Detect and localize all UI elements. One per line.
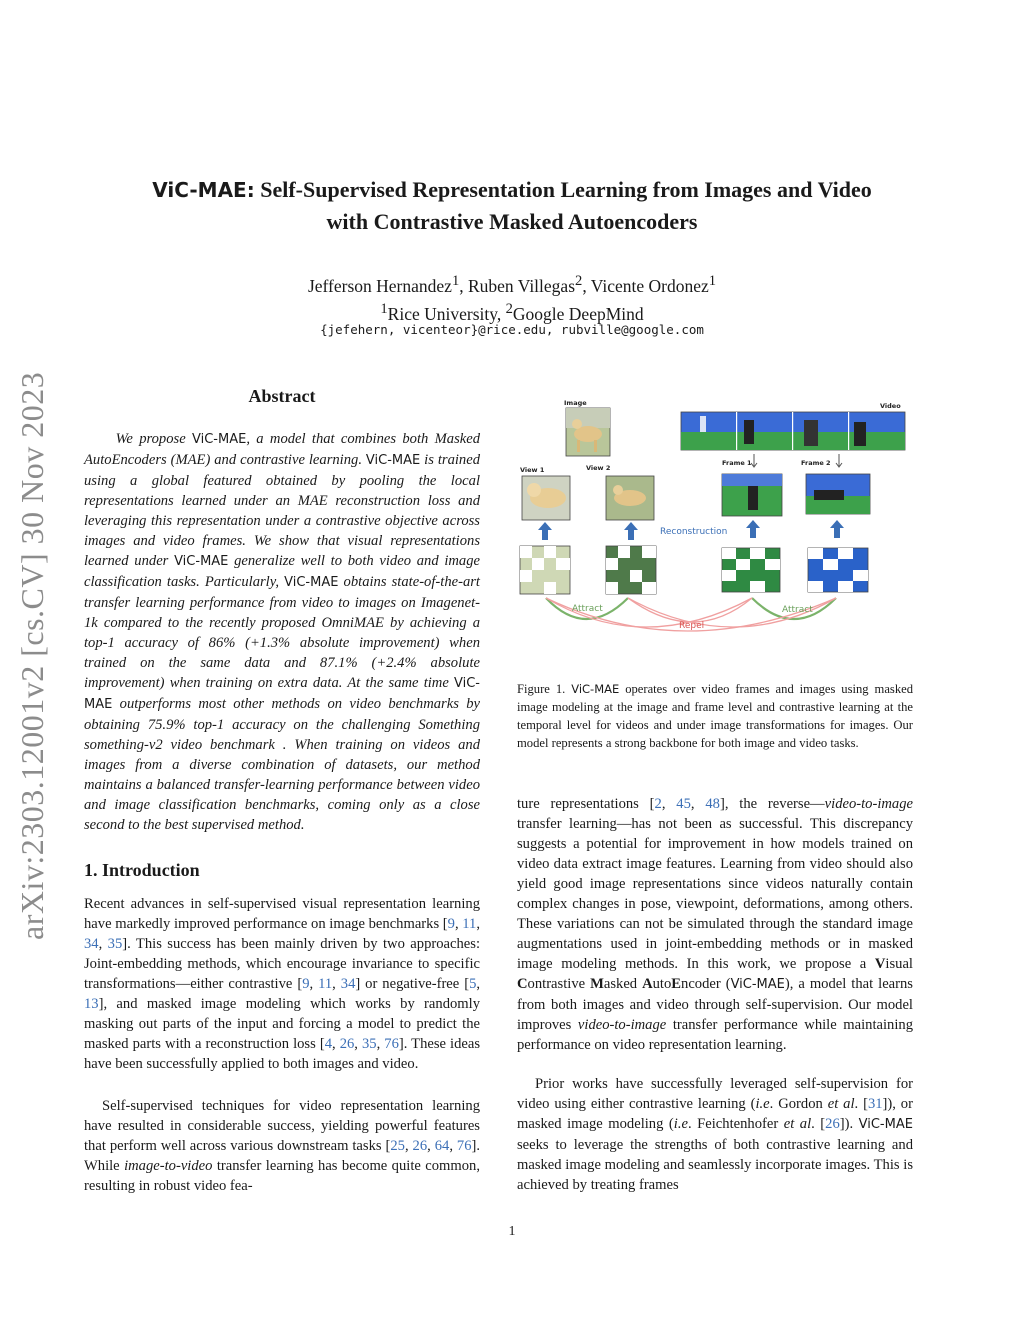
citation-link[interactable]: 4 [324,1036,332,1052]
citation-link[interactable]: 34 [84,936,99,952]
citation-link[interactable]: 76 [456,1138,472,1154]
source-image [566,408,610,456]
figure-1-diagram [514,394,916,638]
label-view-1: View 1 [520,466,545,474]
citation-link[interactable]: 26 [412,1138,428,1154]
citation-link[interactable]: 13 [84,996,99,1012]
masked-frame-1 [722,548,780,592]
masked-view-1 [520,546,570,594]
citation-link[interactable]: 2 [654,796,662,812]
citation-link[interactable]: 5 [469,976,477,992]
citation-link[interactable]: 9 [447,916,455,932]
citation-link[interactable]: 35 [107,936,123,952]
page-number: 1 [508,1224,516,1239]
label-video: Video [880,402,901,410]
title-line2: with Contrastive Masked Autoencoders [326,209,698,234]
author-block: Jefferson Hernandez$^1$, Ruben Villegas$^2$, Vicente Ordonez$^1$ $^1$Rice University, $^2$Google DeepMind [307,273,717,324]
label-reconstruction: Reconstruction [660,527,728,537]
author-3: Vicente Ordonez [590,275,709,296]
citation-link[interactable]: 26 [339,1036,355,1052]
label-frame-1: Frame 1 [722,459,752,467]
right-paragraph-1: ture representations [2, 45, 48], the reverse—video-to-image transfer learning—has not been as successful. This discrepancy suggests a potential for improvement in how models trained on video data extract image features. Learning from video should also yield good image representations since videos naturally contain complex changes in pose, viewpoint, deformations, among others. These variations can not be simulated through the standard image augmentations used in joint-embedding methods or in masked image modeling methods. In this work, we propose a Visual Contrastive Masked AutoEncoder (ViC-MAE), a model that learns from both images and video through self-supervision. Our model improves video-to-image transfer performance while maintaining performance on video representation learning. [517,796,913,1053]
view-2-image [606,476,654,520]
section-heading-introduction: 1. Introduction [84,860,200,880]
right-paragraph-2: Prior works have successfully leveraged self-supervision for video using either contrastive learning (i.e. Gordon et al. [31]), or masked image modeling (i.e. Feichtenhofer et al. [26]). ViC-MAE seeks to leverage the strengths of both contrastive learning and masked image modeling and seamlessly incorporate images. This is achieved by treating frames [517,1076,913,1193]
citation-link[interactable]: 34 [340,976,356,992]
citation-link[interactable]: 35 [361,1036,377,1052]
author-1: Jefferson Hernandez [307,275,452,296]
label-attract-right: Attract [782,605,813,615]
citation-link[interactable]: 26 [825,1116,840,1132]
citation-link[interactable]: 48 [705,796,720,812]
citation-link[interactable]: 45 [676,796,691,812]
citation-link[interactable]: 9 [302,976,310,992]
title-vic: ViC-MAE: [152,178,255,202]
intro-paragraph-1: Recent advances in self-supervised visual representation learning have markedly improved performance on image benchmarks [9, 11, 34, 35]. This success has been mainly driven by two approaches: Joint-embedding methods, which encourage invariance to specific transformations—either contrastive [9, 11, 34] or negative-free [5, 13], and masked image modeling which works by randomly masking out parts of the input and forcing a model to predict the masked parts with a reconstruction loss [4, 26, 35, 76]. These ideas have been successfully applied to both images and video. [84,896,481,1072]
label-frame-2: Frame 2 [801,459,831,467]
video-frames-strip [681,412,905,450]
frame-1-image [722,474,782,516]
citation-link[interactable]: 64 [434,1138,450,1154]
author-emails: {jefehern, vicenteor}@rice.edu, rubville@google.com [320,322,704,337]
figure-1-caption: Figure 1. ViC-MAE operates over video frames and images using masked image modeling at the image and frame level and contrastive learning at the temporal level for videos and under image transformations for images. Our model represents a strong backbone for both image and video tasks. [517,682,913,750]
label-image: Image [564,399,587,407]
masked-frame-2 [808,548,868,592]
figure-1 [514,394,916,638]
citation-link[interactable]: 11 [462,916,477,932]
frame-2-image [806,474,870,514]
title-line1: Self-Supervised Representation Learning from Images and Video [254,177,872,202]
citation-link[interactable]: 25 [390,1138,405,1154]
label-attract-left: Attract [572,604,603,614]
label-repel: Repel [679,621,705,631]
view-1-image [522,476,570,520]
abstract-heading: Abstract [248,386,316,406]
citation-link[interactable]: 11 [318,976,333,992]
paper-title [60,174,964,237]
arxiv-stamp: arXiv:2303.12001v2 [cs.CV] 30 Nov 2023 [14,371,50,940]
citation-link[interactable]: 31 [867,1096,883,1112]
masked-view-2 [606,546,656,594]
label-view-2: View 2 [586,464,611,472]
author-2: Ruben Villegas [467,275,576,296]
intro-paragraph-2: Self-supervised techniques for video representation learning have resulted in considerable success, yielding powerful features that perform well across various downstream tasks [25, 26, 64, 76]. While image-to-video transfer learning has become quite common, resulting in robust video fea- [84,1098,481,1194]
abstract-body: We propose ViC-MAE, a model that combines both Masked AutoEncoders (MAE) and contrastive learning. ViC-MAE is trained using a global featured obtained by pooling the local representations learned under an MAE reconstruction loss and leveraging this representation under a contrastive objective across images and video frames. We show that visual representations learned under ViC-MAE generalize well to both video and image classification tasks. Particularly, ViC-MAE obtains state-of-the-art transfer learning performance from video to images on Imagenet-1k compared to the recently proposed OmniMAE by achieving a top-1 accuracy of 86% (+1.3% absolute improvement) when trained on the same data and 87.1% (+2.4% absolute improvement) when training on extra data. At the same time ViC-MAE outperforms most other methods on video benchmarks by obtaining 75.9% top-1 accuracy on the challenging Something something-v2 video benchmark . When training on videos and images from a diverse combination of datasets, our method maintains a balanced transfer-learning performance between video and image classification benchmarks, coming only as a close second to the best supervised method. [84,431,481,833]
affiliation-2: Google DeepMind [512,303,644,324]
affiliation-1: Rice University, [387,303,502,324]
citation-link[interactable]: 76 [384,1036,399,1052]
